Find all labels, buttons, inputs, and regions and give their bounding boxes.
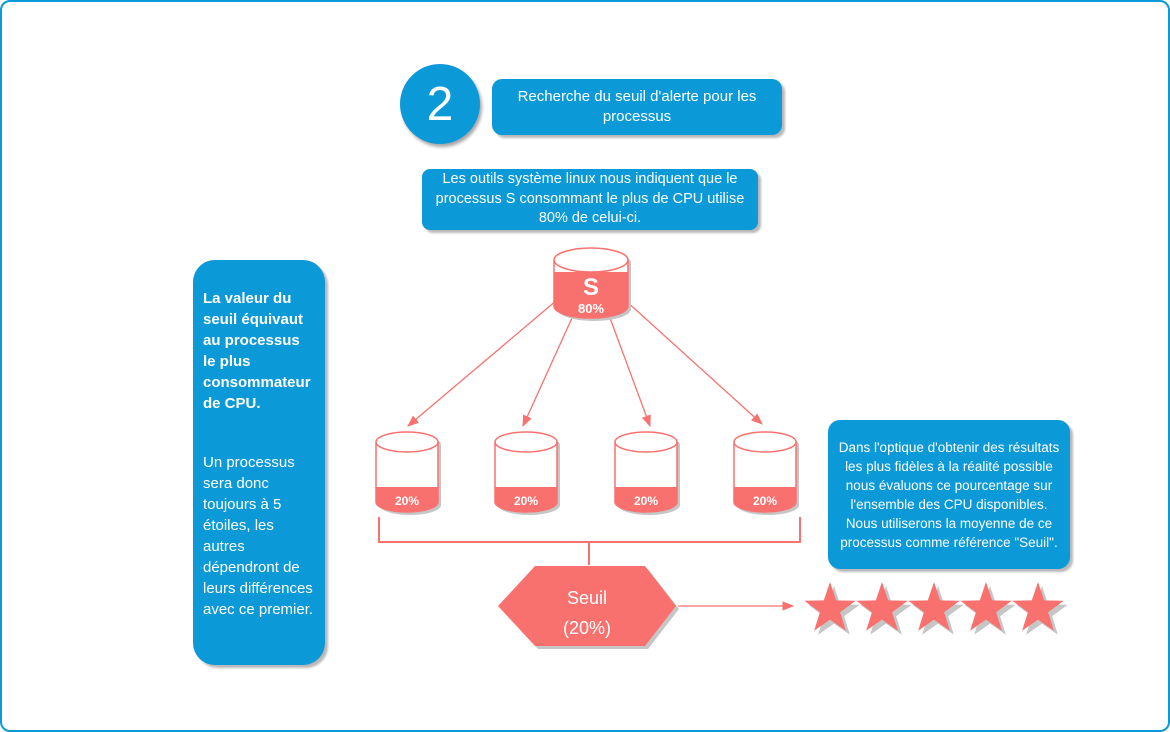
intro-text: Les outils système linux nous indiquent que le processus S consommant le plus de CPU utilise 80% de celui-ci. — [435, 171, 745, 227]
left-note-text: Un processus sera donc toujours à 5 étoiles, les autres dépendront de leurs différences avec ce premier. — [203, 454, 314, 618]
page-title: Recherche du seuil d'alerte pour les processus — [517, 87, 757, 125]
cpu-cylinder-percent: 20% — [633, 494, 659, 508]
main-cylinder-percent: 80% — [577, 301, 605, 316]
cylinder-top — [376, 432, 438, 452]
left-note-bold-text: La valeur du seuil équivaut au processus le plus consommateur de CPU. — [203, 290, 311, 412]
cylinder-top — [615, 432, 677, 452]
process-diagram — [2, 2, 1168, 730]
threshold-hexagon — [498, 566, 679, 649]
threshold-value: (20%) — [562, 618, 612, 638]
arrow-to-cpu-2 — [523, 318, 572, 426]
right-note-text: Dans l'optique d'obtenir des résultats les plus fidèles à la réalité possible nous évaluons ce pourcentage sur l'ensemble des CPU disponibles. Nous utiliserons la moyenne de ce processus comme référence "Seuil". — [838, 439, 1060, 550]
cylinder-top — [495, 432, 557, 452]
arrow-to-cpu-1 — [408, 300, 557, 426]
main-cylinder-label: S — [582, 274, 600, 301]
bracket-connector — [379, 517, 800, 565]
arrow-to-cpu-4 — [625, 300, 762, 424]
cpu-cylinder-percent: 20% — [513, 494, 539, 508]
cpu-cylinder-percent: 20% — [752, 494, 778, 508]
arrow-to-cpu-3 — [610, 318, 650, 426]
cpu-cylinder-1 — [376, 432, 441, 515]
cpu-cylinder-4 — [734, 432, 799, 515]
cylinder-top — [554, 248, 628, 272]
cpu-cylinder-percent: 20% — [394, 494, 420, 508]
main-process-cylinder — [554, 248, 631, 321]
cylinder-top — [734, 432, 796, 452]
threshold-label: Seuil — [566, 588, 608, 608]
cpu-cylinder-3 — [615, 432, 680, 515]
stars-row — [804, 582, 1067, 635]
step-number: 2 — [426, 77, 454, 131]
cpu-cylinder-2 — [495, 432, 560, 515]
